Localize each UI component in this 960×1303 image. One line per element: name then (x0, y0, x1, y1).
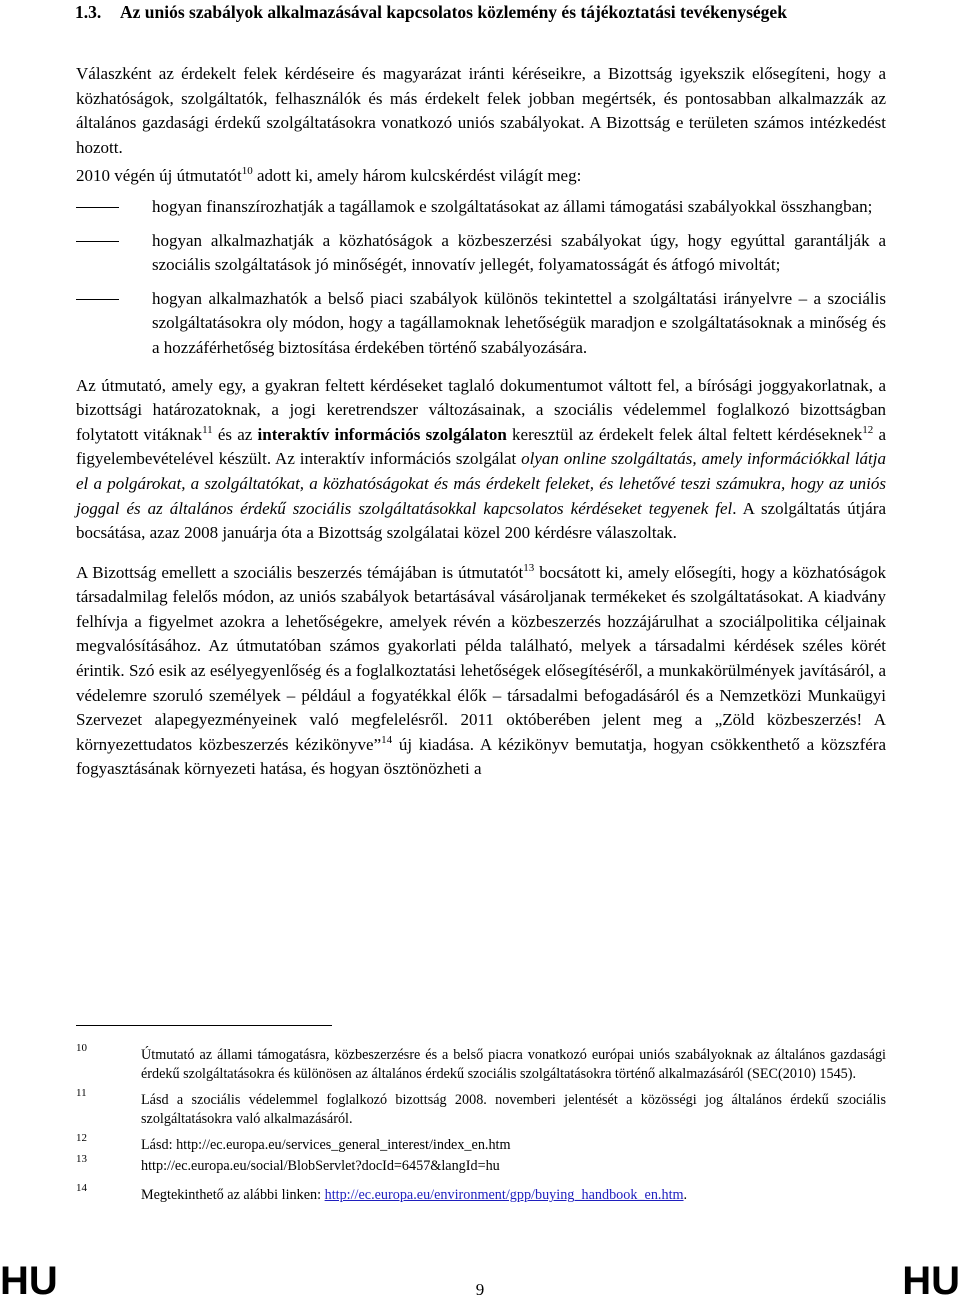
list-item (76, 287, 886, 361)
section-title: Az uniós szabályok alkalmazásával kapcsolatos közlemény és tájékoztatási tevékenységek (120, 2, 787, 22)
text-segment: . A szolgáltatás útjára bocsátása, azaz 2008 januárja óta a Bizottság szolgálatai közel 200 kérdésre válaszoltak. (76, 498, 887, 543)
key-questions-list (76, 195, 886, 361)
section-heading (76, 0, 886, 24)
paragraph-intro: Válaszként az érdekelt felek kérdéseire és magyarázat iránti kéréseikre, a Bizottság igyekszik elősegíteni, hogy a közhatóságok, szolgáltatók, felhasználók és más érdekelt felek jobban megértsék, és pontosabban alkalmazzák az általános gazdasági érdekű szolgáltatásokra vonatkozó uniós szabályokat. A Bizottság e területen számos intézkedést hozott. (76, 64, 886, 157)
footnote-text: Lásd: http://ec.europa.eu/services_general_interest/index_en.htm (141, 1136, 511, 1153)
footnote-number: 14 (76, 1182, 87, 1195)
text-segment: adott ki, amely három kulcskérdést világít meg: (252, 166, 582, 186)
text-segment: bocsátott ki, amely elősegíti, hogy a közhatóságok társadalmilag felelős módon, az uniós szabályok betartásával vásároljanak termékeket és szolgáltatásokat. A kiadvány felhívja a figyelmet azokra a lehetőségekre, amelyek révén a közbeszerzés hozzájárulhat a szociálpolitika céljainak megvalósításához. Az útmutatóban számos gyakorlati példa található, melyek a társadalmi kérdések széles körét érintik. Szó esik az esélyegyenlőség és a foglalkoztatási lehetőségek elősegítéséről, a munkakörülmények javításáról, a védelemre szoruló személyek – például a fogyatékkal élők – társadalmi befogadásáról és a Nemzetközi Munkaügyi Szervezet alapegyezményeinek való megfelelésről. 2011 októberében jelent meg a „Zöld közbeszerzés! A környezettudatos közbeszerzés kézikönyve” (76, 562, 886, 754)
footnote-ref-14[interactable]: 14 (381, 733, 393, 746)
list-item-text: hogyan finanszírozhatják a tagállamok e szolgáltatásokat az állami támogatási szabályokkal összhangban; (152, 196, 873, 216)
footnote-13 (76, 1153, 886, 1176)
footnote-number: 10 (76, 1042, 87, 1054)
footnote-number: 13 (76, 1153, 87, 1166)
section-number: 1.3. (75, 2, 102, 22)
italic-quote: olyan online szolgáltatás, amely információkkal látja el a polgárokat, a szolgáltatókat, a közhatóságokat és más érdekelt feleket, és lehetővé teszi számukra, hogy az uniós joggal és az általános érdekű szociális szolgáltatásokkal kapcsolatos kérdéseket tegyenek fel (76, 449, 886, 518)
text-segment: Az útmutató, amely egy, a gyakran feltett kérdéseket taglaló dokumentumot váltott fel, a bírósági joggyakorlatnak, a bizottsági határozatoknak, a jogi keretrendszer változásainak, a szociális védelemmel foglalkozó bizottságban folytatott vitáknak (76, 375, 886, 444)
paragraph-social-procurement (76, 561, 886, 782)
footnote-ref-10[interactable]: 10 (241, 165, 253, 178)
footnote-14 (76, 1182, 886, 1205)
bold-term: interaktív információs szolgálaton (257, 424, 507, 444)
footnote-number: 11 (76, 1086, 87, 1099)
text-segment: A Bizottság emellett a szociális beszerzés témájában is útmutatót (76, 562, 524, 582)
list-item (76, 229, 886, 278)
footnotes (76, 1042, 886, 1212)
dash-bullet (76, 299, 119, 300)
footer-language-right: HU (902, 1259, 960, 1303)
footnote-11 (76, 1086, 886, 1130)
text-segment: keresztül az érdekelt felek által feltett kérdéseknek (506, 424, 863, 444)
footnote-text: Lásd a szociális védelemmel foglalkozó bizottság 2008. novemberi jelentését a közösségi jog általános érdekű szociális szolgáltatásokra való alkalmazásáról. (141, 1091, 886, 1128)
footnote-text: Útmutató az állami támogatásra, közbeszerzésre és a belső piacra vonatkozó európai uniós szabályoknak az általános gazdasági érdekű szolgáltatásokra és különösen az általános érdekű szociális szolgáltatásokra történő alkalmazásáról (SEC(2010) 1545). (141, 1047, 886, 1083)
paragraph-guide (76, 374, 886, 546)
footnote-text: . (683, 1187, 688, 1204)
footnote-ref-12[interactable]: 12 (862, 423, 874, 436)
text-segment: 2010 végén új útmutatót (76, 166, 242, 186)
footnote-separator (76, 1025, 332, 1026)
list-item-text: hogyan alkalmazhatják a közhatóságok a közbeszerzési szabályokat úgy, hogy egyúttal garantálják a szociális szolgáltatások jó minőségét, innovatív jellegét, folyamatosságát és átfogó mivoltát; (152, 230, 886, 275)
footnote-ref-13[interactable]: 13 (523, 561, 535, 574)
dash-bullet (76, 207, 119, 208)
text-segment: és az (212, 424, 258, 444)
footer-language-left: HU (0, 1259, 58, 1303)
document-body (76, 62, 886, 782)
page-number: 9 (475, 1280, 485, 1299)
footnote-ref-11[interactable]: 11 (202, 423, 213, 436)
footnote-number: 12 (76, 1131, 87, 1144)
handbook-link[interactable]: http://ec.europa.eu/environment/gpp/buying_handbook_en.htm (324, 1187, 684, 1204)
text-segment: új kiadása. A kézikönyv bemutatja, hogyan csökkenthető a közszféra fogyasztásának környezeti hatása, és hogyan ösztönözheti a (76, 734, 887, 779)
list-item-text: hogyan alkalmazhatók a belső piaci szabályok különös tekintettel a szolgáltatási irányelvre – a szociális szolgáltatásokra oly módon, hogy a tagállamoknak lehetőségük maradjon e szolgáltatásoknak a minőség és a hozzáférhetőség biztosítása érdekében történő szabályozására. (152, 288, 886, 357)
paragraph-guidance-2010 (76, 164, 886, 189)
text-segment: a figyelembevételével készült. Az interaktív információs szolgálat (76, 424, 887, 469)
footnote-12 (76, 1131, 886, 1155)
footnote-text: http://ec.europa.eu/social/BlobServlet?docId=6457&langId=hu (141, 1158, 500, 1175)
footnote-10 (76, 1042, 886, 1085)
list-item (76, 195, 886, 220)
dash-bullet (76, 241, 119, 242)
footnote-text: Megtekinthető az alábbi linken: (141, 1187, 325, 1204)
